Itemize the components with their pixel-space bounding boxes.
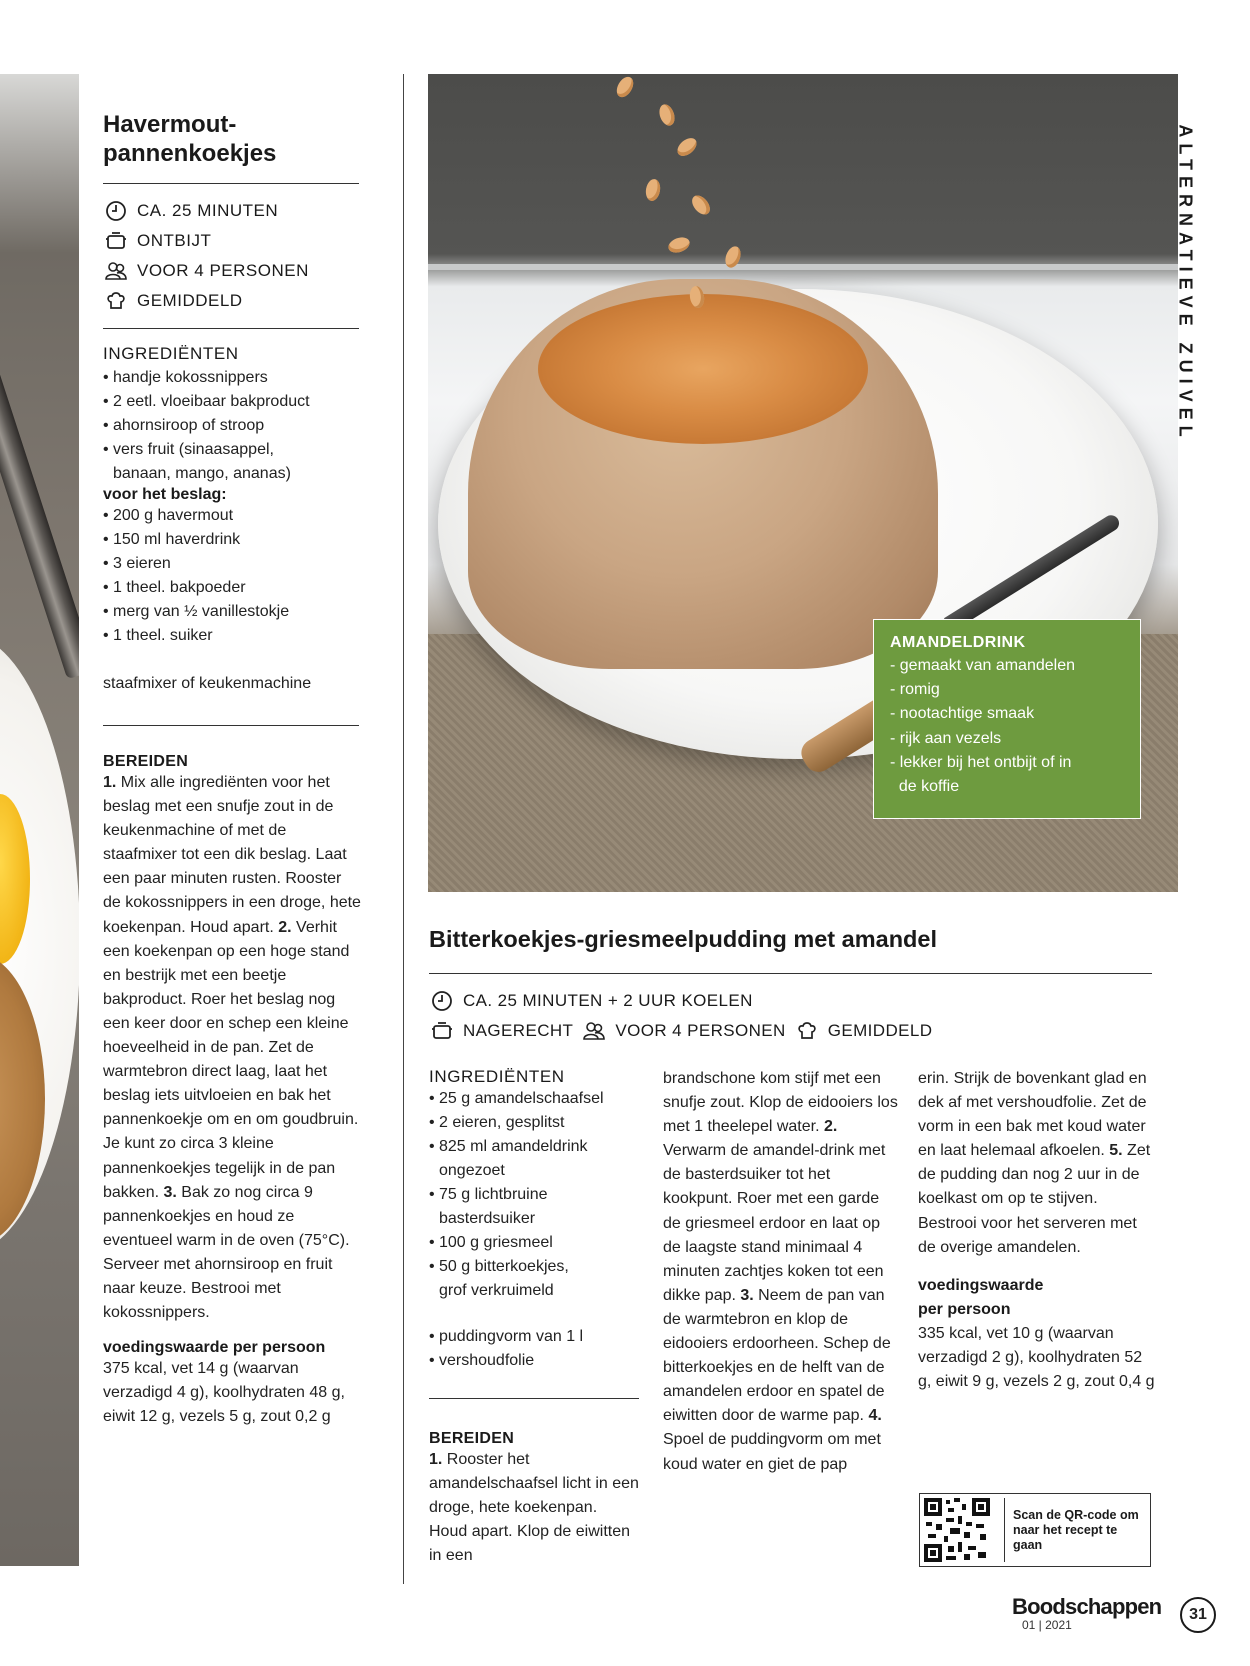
chef-hat-icon bbox=[103, 290, 129, 312]
meta-time bbox=[103, 196, 363, 226]
recipe1-ingredients bbox=[103, 344, 373, 696]
almond-flake bbox=[674, 135, 700, 160]
pancakes-photo bbox=[0, 74, 79, 1566]
list-item: - gemaakt van amandelen bbox=[890, 657, 1075, 674]
nutrition-heading bbox=[918, 1274, 1158, 1322]
divider bbox=[429, 973, 1152, 974]
section-tab-label: ALTERNATIEVE ZUIVEL bbox=[1175, 123, 1196, 443]
recipe1-meta bbox=[103, 196, 363, 316]
recipe2-meta bbox=[429, 986, 1169, 1046]
step-text: Rooster het amandelschaafsel licht in een droge, hete koekenpan. Houd apart. Klop de eiwitten in een bbox=[429, 1451, 639, 1565]
step-number: 2. bbox=[823, 1118, 838, 1136]
step-text: Verwarm de amandel-drink met de basterdsuiker tot het kookpunt. Roer met een garde de griesmeel erdoor en laat op de laagste stand minimaal 4 minuten zachtjes koken tot een dikke pap. bbox=[663, 1142, 886, 1304]
step-number: 5. bbox=[1109, 1142, 1123, 1160]
meta-servings bbox=[103, 256, 363, 286]
list-item: • 25 g amandelschaafsel bbox=[429, 1087, 644, 1111]
recipe2-method-col2 bbox=[663, 1067, 901, 1477]
divider bbox=[103, 725, 359, 726]
step-number: 1. bbox=[429, 1451, 443, 1468]
almond-flake bbox=[666, 235, 691, 256]
step-number: 3. bbox=[163, 1183, 177, 1201]
list-item: - romig bbox=[890, 681, 940, 699]
meta-row-2 bbox=[429, 1016, 1169, 1046]
ingredients-list bbox=[429, 1087, 644, 1303]
section-tab bbox=[1170, 118, 1200, 448]
ingredients-heading: INGREDIËNTEN bbox=[103, 344, 239, 363]
list-item: • puddingvorm van 1 l bbox=[429, 1325, 644, 1349]
meta-servings-text: VOOR 4 PERSONEN bbox=[137, 261, 309, 280]
list-item: - nootachtige smaak bbox=[890, 705, 1035, 723]
qr-code-caption: Scan de QR-code om naar het recept te gaan bbox=[1004, 1498, 1146, 1562]
method-text bbox=[103, 771, 363, 1325]
list-item: • handje kokossnippers bbox=[103, 366, 373, 390]
equipment-list bbox=[429, 1325, 644, 1373]
recipe2-ingredients bbox=[429, 1067, 644, 1373]
list-item: • 200 g havermout bbox=[103, 504, 373, 528]
meta-difficulty-text: GEMIDDELD bbox=[137, 291, 243, 310]
step-number: 3. bbox=[740, 1286, 754, 1304]
batter-heading: voor het beslag: bbox=[103, 486, 227, 503]
meta-time bbox=[429, 986, 1169, 1016]
fork-image bbox=[0, 309, 79, 680]
recipe1-title-line1: Havermout- bbox=[103, 111, 237, 138]
divider bbox=[103, 328, 359, 329]
step-text: Zet de pudding dan nog 2 uur in de koelkast om op te stijven. Bestrooi voor het serveren met de overige amandelen. bbox=[918, 1142, 1151, 1256]
nutrition-text: 375 kcal, vet 14 g (waarvan verzadigd 4 g), koolhydraten 48 g, eiwit 12 g, vezels 5 g, zout 0,2 g bbox=[103, 1360, 345, 1426]
nutrition-heading-line2: per persoon bbox=[918, 1300, 1011, 1318]
info-box-heading: AMANDELDRINK bbox=[890, 634, 1026, 651]
magazine-logo: Boodschappen bbox=[1012, 1594, 1162, 1619]
pot-icon bbox=[103, 230, 129, 252]
list-item: - rijk aan vezels bbox=[890, 729, 1002, 747]
info-box-amandeldrink bbox=[873, 619, 1141, 819]
meta-time-text: CA. 25 MINUTEN + 2 UUR KOELEN bbox=[463, 991, 753, 1010]
recipe2-method-col1 bbox=[429, 1430, 639, 1568]
list-item: • vershoudfolie bbox=[429, 1349, 644, 1373]
list-item: • ahornsiroop of stroop bbox=[103, 414, 373, 438]
clock-icon bbox=[103, 200, 129, 222]
qr-code-icon[interactable] bbox=[924, 1498, 990, 1562]
almond-flake bbox=[644, 178, 662, 202]
ingredients-heading: INGREDIËNTEN bbox=[429, 1067, 565, 1086]
almond-flake bbox=[689, 192, 714, 218]
method-text bbox=[429, 1448, 639, 1568]
meta-difficulty bbox=[103, 286, 363, 316]
almond-flake bbox=[657, 102, 678, 127]
step-text: Neem de pan van de warmtebron en klop de eidooiers erdoorheen. Schep de bitterkoekjes en de helft van de amandelen erdoor en spatel de eiwitten door de warme pap. bbox=[663, 1286, 891, 1425]
list-item: de koffie bbox=[890, 778, 960, 796]
table-plank bbox=[428, 264, 1178, 270]
almond-flake bbox=[613, 74, 636, 100]
list-item: - lekker bij het ontbijt of in bbox=[890, 753, 1072, 771]
list-item: • 150 ml haverdrink bbox=[103, 528, 373, 552]
step-number: 1. bbox=[103, 774, 117, 791]
step-text: brandschone kom stijf met een snufje zout. Klop de eidooiers los met 1 theelepel water. bbox=[663, 1070, 898, 1136]
list-item: • 100 g griesmeel bbox=[429, 1231, 644, 1255]
list-item: • 50 g bitterkoekjes, grof verkruimeld bbox=[429, 1255, 599, 1303]
recipe1-title-line2: pannenkoekjes bbox=[103, 140, 277, 167]
meta-difficulty-text: GEMIDDELD bbox=[827, 1021, 933, 1040]
page-number: 31 bbox=[1180, 1597, 1216, 1633]
method-heading: BEREIDEN bbox=[429, 1430, 515, 1447]
list-item: • vers fruit (sinaasappel, banaan, mango, ananas) bbox=[103, 438, 335, 486]
divider bbox=[103, 183, 359, 184]
people-icon bbox=[103, 260, 129, 282]
list-item: • 75 g lichtbruine basterdsuiker bbox=[429, 1183, 589, 1231]
list-item: • 825 ml amandeldrink ongezoet bbox=[429, 1135, 629, 1183]
recipe1-method bbox=[103, 753, 363, 1429]
meta-course-text: ONTBIJT bbox=[137, 231, 212, 250]
list-item: • 3 eieren bbox=[103, 552, 373, 576]
list-item: • merg van ½ vanillestokje bbox=[103, 600, 373, 624]
method-text bbox=[918, 1067, 1158, 1260]
batter-list bbox=[103, 504, 373, 648]
nutrition-text: 335 kcal, vet 10 g (waarvan verzadigd 2 g), koolhydraten 52 g, eiwit 9 g, vezels 2 g, zout 0,4 g bbox=[918, 1324, 1155, 1390]
people-icon bbox=[581, 1020, 607, 1042]
divider bbox=[429, 1398, 639, 1399]
nutrition-heading: voedingswaarde per persoon bbox=[103, 1339, 326, 1357]
recipe2-method-col3 bbox=[918, 1067, 1158, 1394]
step-text: Spoel de puddingvorm om met koud water en giet de pap bbox=[663, 1431, 881, 1473]
almond-topping-image bbox=[538, 294, 868, 444]
step-number: 4. bbox=[868, 1407, 882, 1425]
ingredients-list bbox=[103, 366, 373, 486]
nutrition-heading-line1: voedingswaarde bbox=[918, 1276, 1044, 1294]
pot-icon bbox=[429, 1020, 455, 1042]
meta-servings-text: VOOR 4 PERSONEN bbox=[615, 1021, 786, 1040]
issue-date: 01 | 2021 bbox=[1022, 1618, 1072, 1632]
method-heading: BEREIDEN bbox=[103, 753, 189, 770]
list-item: • 1 theel. suiker bbox=[103, 624, 373, 648]
meta-course-text: NAGERECHT bbox=[463, 1021, 574, 1040]
meta-time-text: CA. 25 MINUTEN bbox=[137, 201, 279, 220]
recipe2-title: Bitterkoekjes-griesmeelpudding met amandel bbox=[429, 926, 938, 952]
list-item: • 2 eieren, gesplitst bbox=[429, 1111, 644, 1135]
list-item: • 1 theel. bakpoeder bbox=[103, 576, 373, 600]
info-box-list bbox=[890, 654, 1124, 799]
step-text: erin. Strijk de bovenkant glad en dek af met vershoudfolie. Zet de vorm in een bak met koud water en laat helemaal afkoelen. bbox=[918, 1070, 1147, 1160]
recipe1-title bbox=[103, 110, 373, 168]
list-item: • 2 eetl. vloeibaar bakproduct bbox=[103, 390, 373, 414]
qr-code-box[interactable] bbox=[919, 1493, 1151, 1567]
chef-hat-icon bbox=[794, 1020, 820, 1042]
step-text: Bak zo nog circa 9 pannenkoekjes en houd ze eventueel warm in de oven (75°C). Serveer met ahornsiroop en fruit naar keuze. Bestrooi met kokossnippers. bbox=[103, 1183, 350, 1322]
equipment: staafmixer of keukenmachine bbox=[103, 675, 312, 692]
clock-icon bbox=[429, 990, 455, 1012]
column-divider bbox=[403, 74, 404, 1584]
step-text: Mix alle ingrediënten voor het beslag met een snufje zout in de keukenmachine of met de staafmixer tot een dik beslag. Laat een paar minuten rusten. Rooster de kokossnippers in een droge, hete koekenpan. Houd apart. bbox=[103, 774, 361, 936]
step-text: Verhit een koekenpan op een hoge stand en bestrijk met een beetje bakproduct. Roer het beslag nog een keer door en schep een kleine hoeveelheid in de pan. Zet de warmtebron direct laag, laat het beslag iets uitvloeien en bak het pannenkoekje om en om goudbruin. Je kunt zo circa 3 kleine pannenkoekjes tegelijk in de pan bakken. bbox=[103, 918, 359, 1201]
step-number: 2. bbox=[278, 918, 292, 936]
meta-course bbox=[103, 226, 363, 256]
